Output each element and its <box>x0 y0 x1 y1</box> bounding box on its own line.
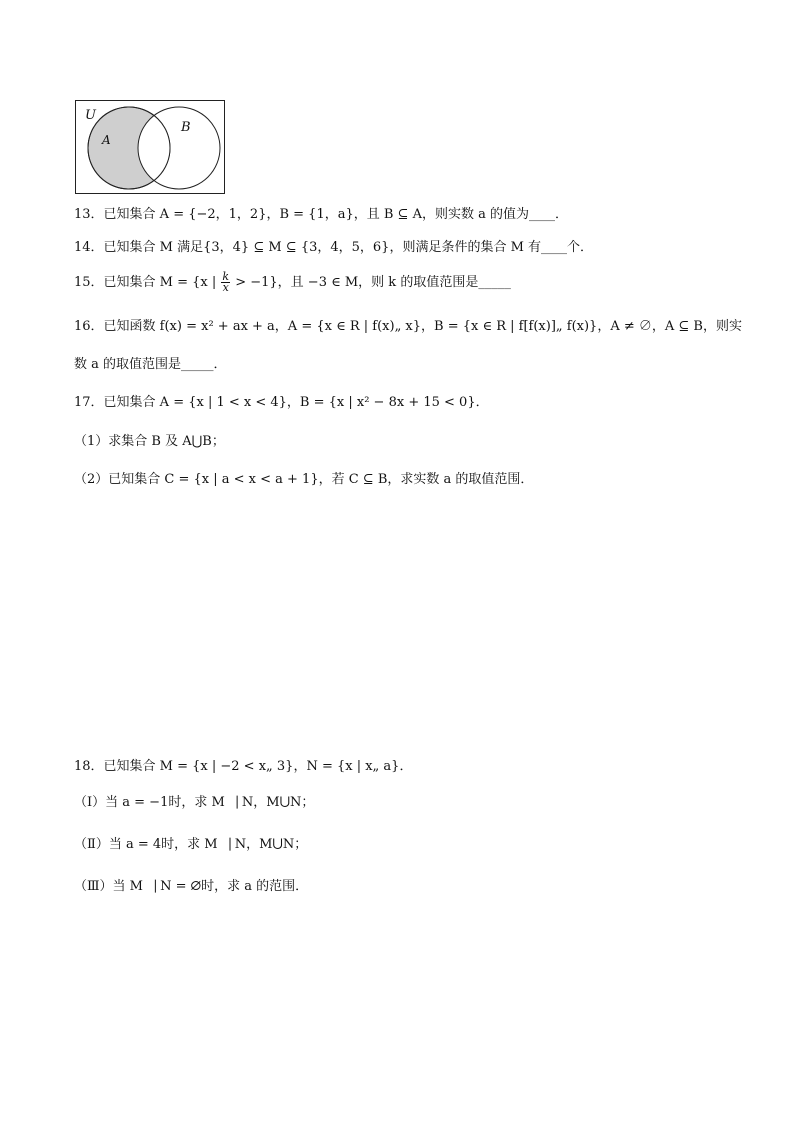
venn-diagram <box>75 100 225 194</box>
label-b: B <box>181 120 191 135</box>
venn-svg <box>75 100 225 194</box>
q15-prefix: 15．已知集合 M = {x | <box>74 275 217 290</box>
question-17-part2: （2）已知集合 C = {x | a < x < a + 1}，若 C ⊆ B，求实数 a 的取值范围． <box>74 472 534 487</box>
question-17-part1: （1）求集合 B 及 A⋃B； <box>74 434 225 449</box>
question-15 <box>74 272 511 293</box>
question-16-line2: 数 a 的取值范围是_____． <box>74 357 227 372</box>
label-u: U <box>85 108 96 123</box>
q15-suffix: > −1}，且 −3 ∈ M，则 k 的取值范围是_____ <box>235 275 511 290</box>
question-17: 17．已知集合 A = {x | 1 < x < 4}，B = {x | x² − 8x + 15 < 0}． <box>74 395 489 410</box>
label-a: A <box>102 133 111 147</box>
question-18: 18．已知集合 M = {x | −2 < x„ 3}，N = {x | x„ a}． <box>74 759 413 774</box>
question-13: 13．已知集合 A = {−2，1，2}，B = {1，a}，且 B ⊆ A，则实数 a 的值为____． <box>74 207 568 222</box>
q15-frac-den: x <box>222 281 229 294</box>
q15-fraction <box>221 272 230 293</box>
question-14: 14．已知集合 M 满足{3，4} ⊆ M ⊆ {3，4，5，6}，则满足条件的集合 M 有____个． <box>74 240 594 255</box>
question-16-line1: 16．已知函数 f(x) = x² + ax + a，A = {x ∈ R | f(x)„ x}，B = {x ∈ R | f[f(x)]„ f(x)}，A ≠ ∅，A ⊆ B，则实 <box>74 319 742 334</box>
question-18-part3: （Ⅲ）当 M⎹ N = ∅时，求 a 的范围． <box>74 879 309 894</box>
question-18-part2: （Ⅱ）当 a = 4时，求 M⎹ N，M⋃N； <box>74 837 308 852</box>
question-18-part1: （Ⅰ）当 a = −1时，求 M⎹ N，M⋃N； <box>74 795 315 810</box>
q15-frac-num: k <box>222 270 230 283</box>
